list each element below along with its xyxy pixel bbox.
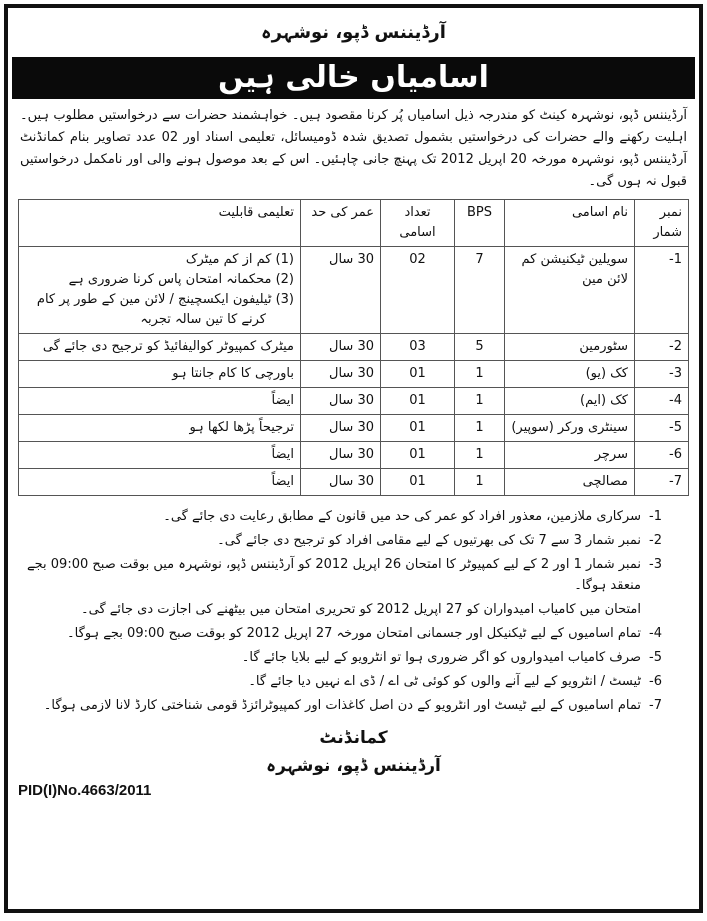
- qualification-line: میٹرک کمپیوٹر کوالیفائیڈ کو ترجیح دی جائے گی: [42, 339, 294, 354]
- cell-post: مصالچی: [505, 469, 635, 496]
- cell-qualification: [19, 247, 301, 334]
- cell-post: سینٹری ورکر (سوپیر): [505, 415, 635, 442]
- notes-list: [18, 506, 689, 716]
- cell-age: 30 سال: [301, 247, 381, 334]
- note-text: امتحان میں کامیاب امیدواران کو 27 اپریل 2012 کو تحریری امتحان میں بیٹھنے کی اجازت دی جائے گی۔: [81, 602, 641, 617]
- cell-post: کک (یو): [505, 361, 635, 388]
- qualification-line: باورچی کا کام جانتا ہو: [172, 366, 294, 381]
- ad-border: [4, 4, 703, 913]
- table-row: [19, 469, 689, 496]
- note-text: نمبر شمار 1 اور 2 کے لیے کمپیوٹر کا امتحان 26 اپریل 2012 کو آرڈیننس ڈپو، نوشہرہ میں بوقت صبح 09:00 بجے منعقد ہوگا۔: [27, 557, 641, 593]
- qualification-line: (3) ٹیلیفون ایکسچینج / لائن مین کے طور پر کام: [36, 292, 294, 307]
- cell-qualification: [19, 361, 301, 388]
- note-text: تمام اسامیوں کے لیے ٹیکنیکل اور جسمانی امتحان مورخہ 27 اپریل 2012 کو بوقت صبح 09:00 بجے ہوگا۔: [67, 626, 641, 641]
- header-post: نام اسامی: [505, 200, 635, 247]
- qualification-line: کرنے کا تین سالہ تجربہ: [140, 312, 266, 327]
- qualification-line: ایضاً: [271, 474, 294, 489]
- note-number: -1: [649, 509, 662, 524]
- note-text: ٹیسٹ / انٹرویو کے لیے آنے والوں کو کوئی ٹی اے / ڈی اے نہیں دیا جائے گا۔: [248, 674, 641, 689]
- table-row: [19, 442, 689, 469]
- note-item: [18, 599, 689, 620]
- cell-age: 30 سال: [301, 388, 381, 415]
- qualification-line: (1) کم از کم میٹرک: [185, 252, 294, 267]
- cell-age: 30 سال: [301, 415, 381, 442]
- note-item: [18, 647, 689, 668]
- note-text: سرکاری ملازمین، معذور افراد کو عمر کی حد میں قانون کے مطابق رعایت دی جائے گی۔: [163, 509, 641, 524]
- header-count: تعداد اسامی: [381, 200, 455, 247]
- note-number: -5: [649, 650, 662, 665]
- signature-organization: آرڈیننس ڈپو، نوشہرہ: [266, 756, 441, 776]
- cell-post: سویلین ٹیکنیشن کم لائن مین: [505, 247, 635, 334]
- header-qualification: تعلیمی قابلیت: [19, 200, 301, 247]
- table-row: [19, 388, 689, 415]
- organization-heading: آرڈیننس ڈپو، نوشہرہ: [261, 22, 446, 43]
- table-header-row: [19, 200, 689, 247]
- intro-paragraph: آرڈیننس ڈپو، نوشہرہ کینٹ کو مندرجہ ذیل اسامیاں پُر کرنا مقصود ہیں۔ خواہشمند حضرات سے درخواستیں مطلوب ہیں۔ اہلیت رکھنے والے حضرات کی درخواستیں بشمول تصدیق شدہ ڈومیسائل، تعلیمی اسناد اور 02 عدد تصاویر بنام کمانڈنٹ آرڈیننس ڈپو، نوشہرہ مورخہ 20 اپریل 2012 تک پہنچ جانی چاہئیں۔ اس کے بعد موصول ہونے والی اور نامکمل درخواستیں قبول نہ ہوں گی۔: [20, 108, 687, 189]
- cell-bps: 5: [455, 334, 505, 361]
- note-item: [18, 623, 689, 644]
- cell-count: 02: [381, 247, 455, 334]
- note-text: صرف کامیاب امیدواروں کو اگر ضروری ہوا تو انٹرویو کے لیے بلایا جائے گا۔: [241, 650, 641, 665]
- note-number: [649, 599, 689, 620]
- cell-bps: 1: [455, 415, 505, 442]
- cell-bps: 1: [455, 388, 505, 415]
- note-number: -4: [649, 626, 662, 641]
- qualification-line: (2) محکمانہ امتحان پاس کرنا ضروری ہے: [68, 272, 294, 287]
- cell-count: 01: [381, 388, 455, 415]
- header-serial: نمبر شمار: [635, 200, 689, 247]
- cell-serial: -4: [635, 388, 689, 415]
- table-row: [19, 334, 689, 361]
- cell-age: 30 سال: [301, 361, 381, 388]
- note-text: تمام اسامیوں کے لیے ٹیسٹ اور انٹرویو کے دن اصل کاغذات اور کمپیوٹرائزڈ قومی شناختی کارڈ لانا لازمی ہوگا۔: [43, 698, 641, 713]
- cell-serial: -2: [635, 334, 689, 361]
- note-item: [18, 554, 689, 596]
- cell-serial: -3: [635, 361, 689, 388]
- cell-count: 01: [381, 442, 455, 469]
- cell-qualification: [19, 388, 301, 415]
- cell-post: سرچر: [505, 442, 635, 469]
- pid-number: PID(I)No.4663/2011: [18, 782, 152, 799]
- note-number: -2: [649, 533, 662, 548]
- cell-bps: 7: [455, 247, 505, 334]
- header-age: عمر کی حد: [301, 200, 381, 247]
- signature-title: کمانڈنٹ: [319, 728, 388, 748]
- cell-serial: -1: [635, 247, 689, 334]
- cell-count: 01: [381, 469, 455, 496]
- cell-age: 30 سال: [301, 442, 381, 469]
- header-bps: BPS: [455, 200, 505, 247]
- cell-serial: -5: [635, 415, 689, 442]
- table-row: [19, 361, 689, 388]
- table-row: [19, 247, 689, 334]
- cell-count: 03: [381, 334, 455, 361]
- vacancy-table: [18, 199, 689, 496]
- qualification-line: ایضاً: [271, 393, 294, 408]
- cell-post: سٹورمین: [505, 334, 635, 361]
- note-item: [18, 695, 689, 716]
- cell-bps: 1: [455, 442, 505, 469]
- cell-qualification: [19, 334, 301, 361]
- note-item: [18, 506, 689, 527]
- cell-serial: -6: [635, 442, 689, 469]
- qualification-line: ایضاً: [271, 447, 294, 462]
- cell-serial: -7: [635, 469, 689, 496]
- note-number: -3: [649, 557, 662, 572]
- table-row: [19, 415, 689, 442]
- cell-age: 30 سال: [301, 334, 381, 361]
- note-item: [18, 671, 689, 692]
- cell-count: 01: [381, 415, 455, 442]
- vacancies-banner: اسامیاں خالی ہیں: [12, 57, 695, 99]
- note-item: [18, 530, 689, 551]
- cell-post: کک (ایم): [505, 388, 635, 415]
- cell-bps: 1: [455, 469, 505, 496]
- cell-qualification: [19, 469, 301, 496]
- note-number: -6: [649, 674, 662, 689]
- cell-qualification: [19, 442, 301, 469]
- qualification-line: ترجیحاً پڑھا لکھا ہو: [189, 420, 294, 435]
- cell-count: 01: [381, 361, 455, 388]
- note-number: -7: [649, 698, 662, 713]
- cell-qualification: [19, 415, 301, 442]
- cell-age: 30 سال: [301, 469, 381, 496]
- note-text: نمبر شمار 3 سے 7 تک کی بھرتیوں کے لیے مقامی افراد کو ترجیح دی جائے گی۔: [217, 533, 641, 548]
- cell-bps: 1: [455, 361, 505, 388]
